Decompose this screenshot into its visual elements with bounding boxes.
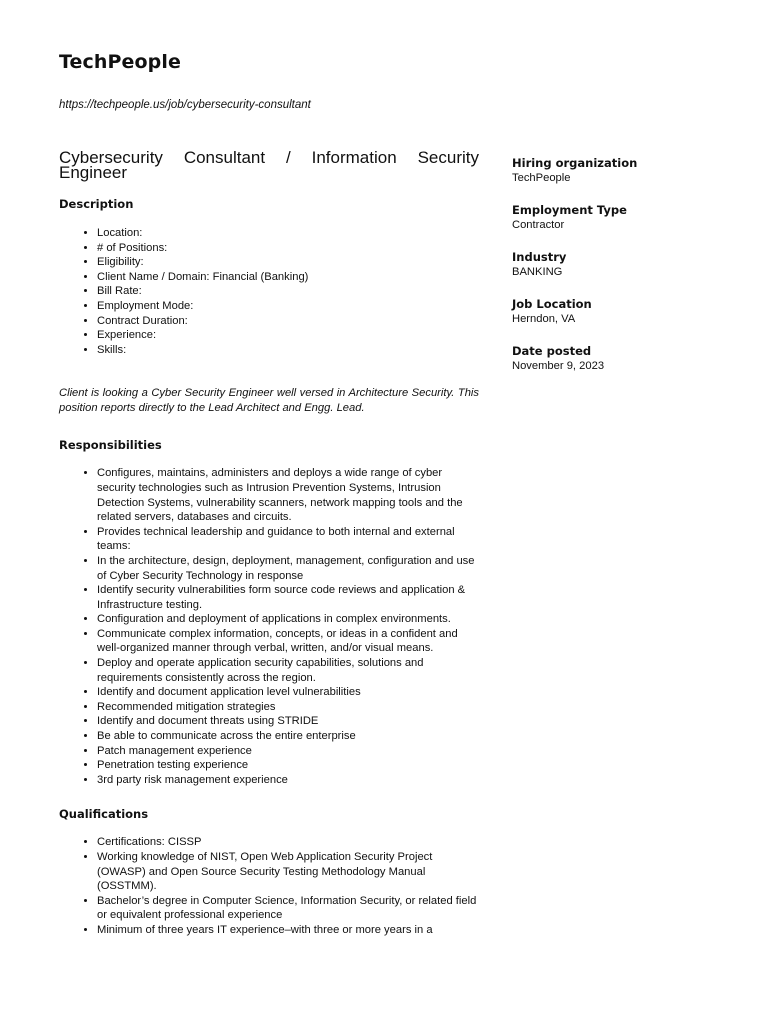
sidebar-job-location xyxy=(512,297,712,327)
industry-value: BANKING xyxy=(512,266,563,278)
responsibility-item: • 3rd party risk management experience xyxy=(97,773,479,788)
job-details-sidebar xyxy=(512,156,712,391)
qualification-item: • Minimum of three years IT experience–with three or more years in a xyxy=(97,923,479,938)
hiring-organization-label: Hiring organization xyxy=(512,156,638,170)
employment-type-value: Contractor xyxy=(512,219,565,231)
responsibility-item: • Identify security vulnerabilities form source code reviews and application & Infrastructure testing. xyxy=(97,583,479,612)
description-item: • Skills: xyxy=(97,343,479,358)
responsibility-item: • Configures, maintains, administers and deploys a wide range of cyber security technologies such as Intrusion Prevention Systems, Intrusion Detection Systems, vulnerability scanners, network mapping tools and the related servers, databases and circuits. xyxy=(97,466,479,524)
description-item: • Client Name / Domain: Financial (Banking) xyxy=(97,270,479,285)
qualification-item: • Working knowledge of NIST, Open Web Application Security Project (OWASP) and Open Source Security Testing Methodology Manual (OSSTMM). xyxy=(97,850,479,894)
employment-type-label: Employment Type xyxy=(512,203,627,217)
responsibility-item: • Recommended mitigation strategies xyxy=(97,700,479,715)
description-item: • # of Positions: xyxy=(97,241,479,256)
responsibility-item: • Identify and document application level vulnerabilities xyxy=(97,685,479,700)
qualifications-list xyxy=(59,835,479,937)
description-item: • Contract Duration: xyxy=(97,314,479,329)
responsibilities-heading: Responsibilities xyxy=(59,438,162,453)
job-location-label: Job Location xyxy=(512,297,592,311)
responsibility-item: • Be able to communicate across the entire enterprise xyxy=(97,729,479,744)
job-location-value: Herndon, VA xyxy=(512,313,576,325)
description-item: • Bill Rate: xyxy=(97,284,479,299)
job-main-column xyxy=(59,150,479,938)
date-posted-label: Date posted xyxy=(512,344,592,358)
date-posted-value: November 9, 2023 xyxy=(512,360,605,372)
industry-label: Industry xyxy=(512,250,567,264)
page-url: https://techpeople.us/job/cybersecurity-consultant xyxy=(59,99,311,111)
sidebar-hiring-organization xyxy=(512,156,712,186)
responsibility-item: • Patch management experience xyxy=(97,744,479,759)
description-item: • Eligibility: xyxy=(97,255,479,270)
description-list xyxy=(59,226,479,357)
qualification-item: • Bachelor’s degree in Computer Science, Information Security, or related field or equivalent professional experience xyxy=(97,894,479,923)
job-intro: Client is looking a Cyber Security Engineer well versed in Architecture Security. This position reports directly to the Lead Architect and Engg. Lead. xyxy=(59,387,479,415)
description-item: • Experience: xyxy=(97,328,479,343)
hiring-organization-value: TechPeople xyxy=(512,172,571,184)
qualifications-heading: Qualifications xyxy=(59,807,149,822)
sidebar-date-posted xyxy=(512,344,712,374)
job-title: Cybersecurity Consultant / Information Security Engineer xyxy=(59,148,479,182)
responsibility-item: • Configuration and deployment of applications in complex environments. xyxy=(97,612,479,627)
responsibilities-list xyxy=(59,466,479,787)
qualification-item: • Certifications: CISSP xyxy=(97,835,479,850)
description-item: • Location: xyxy=(97,226,479,241)
description-heading: Description xyxy=(59,197,134,211)
responsibility-item: • Deploy and operate application security capabilities, solutions and requirements consistently across the region. xyxy=(97,656,479,685)
responsibility-item: • Provides technical leadership and guidance to both internal and external teams: xyxy=(97,525,479,554)
responsibility-item: • Communicate complex information, concepts, or ideas in a confident and well-organized manner through verbal, written, and/or visual means. xyxy=(97,627,479,656)
sidebar-employment-type xyxy=(512,203,712,233)
site-brand: TechPeople xyxy=(59,51,181,73)
sidebar-industry xyxy=(512,250,712,280)
responsibility-item: • Identify and document threats using STRIDE xyxy=(97,714,479,729)
responsibility-item: • Penetration testing experience xyxy=(97,758,479,773)
description-item: • Employment Mode: xyxy=(97,299,479,314)
responsibility-item: • In the architecture, design, deployment, management, configuration and use of Cyber Security Technology in response xyxy=(97,554,479,583)
